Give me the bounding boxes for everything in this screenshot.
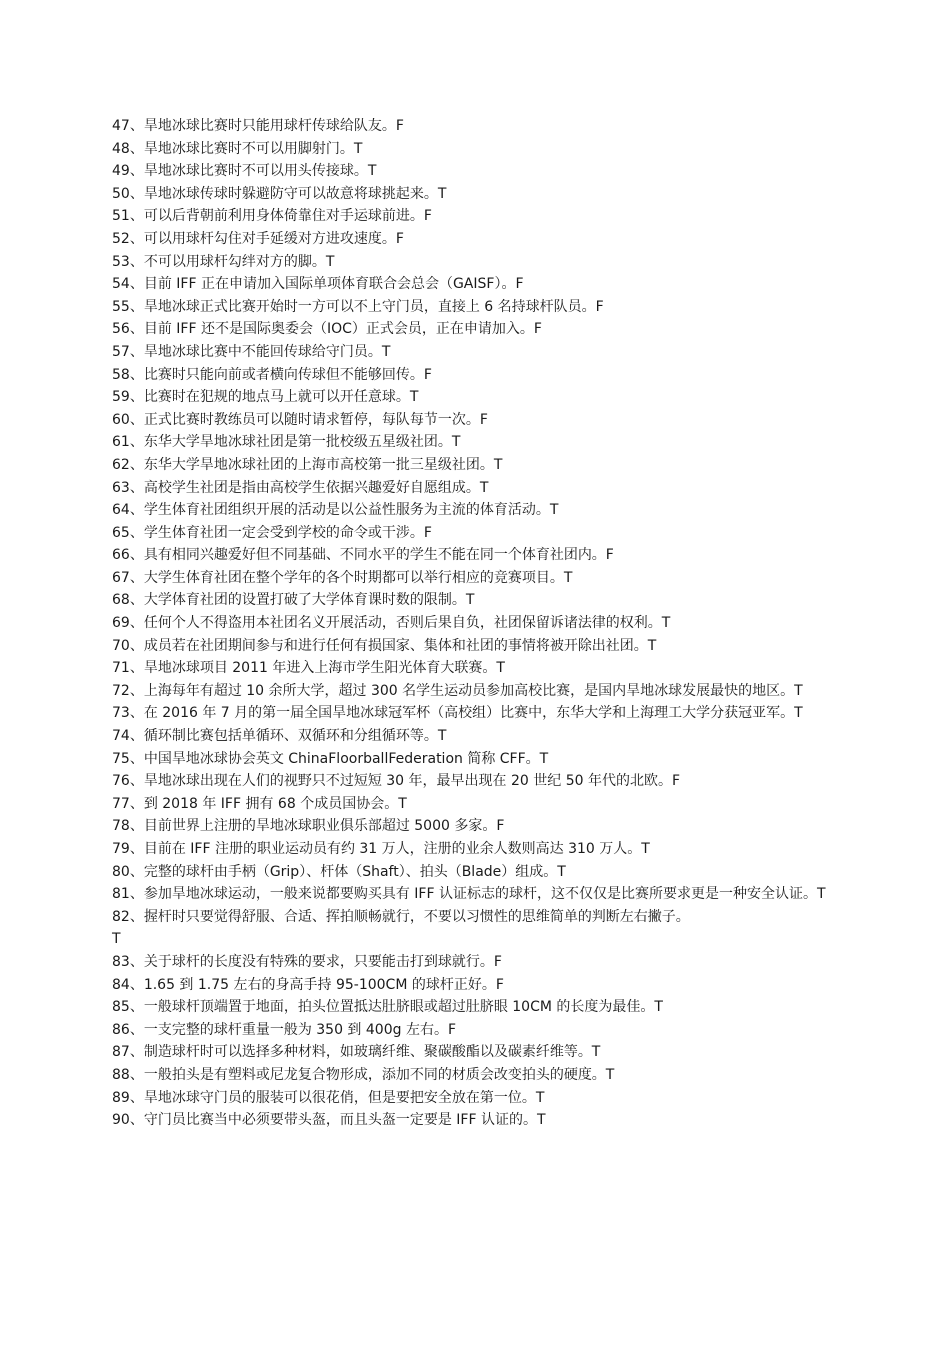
list-item: 70、成员若在社团期间参与和进行任何有损国家、集体和社团的事情将被开除出社团。T	[112, 637, 657, 654]
list-item: 75、中国旱地冰球协会英文 ChinaFloorballFederation 简称 CFF。T	[112, 750, 549, 767]
list-item: 81、参加旱地冰球运动，一般来说都要购买具有 IFF 认证标志的球杆，这不仅仅是比赛所要求更是一种安全认证。T	[112, 886, 826, 903]
list-item: 90、守门员比赛当中必须要带头盔，而且头盔一定要是 IFF 认证的。T	[112, 1112, 546, 1129]
list-item: 83、关于球杆的长度没有特殊的要求，只要能击打到球就行。F	[112, 953, 502, 970]
list-item: 63、高校学生社团是指由高校学生依据兴趣爱好自愿组成。T	[112, 479, 489, 496]
list-item: 89、旱地冰球守门员的服装可以很花俏，但是要把安全放在第一位。T	[112, 1089, 545, 1106]
list-item: 61、东华大学旱地冰球社团是第一批校级五星级社团。T	[112, 434, 461, 451]
list-item: 78、目前世界上注册的旱地冰球职业俱乐部超过 5000 多家。F	[112, 818, 505, 835]
list-item: 59、比赛时在犯规的地点马上就可以开任意球。T	[112, 389, 419, 406]
question-list	[112, 115, 842, 1132]
list-item: 60、正式比赛时教练员可以随时请求暂停，每队每节一次。F	[112, 411, 488, 428]
list-item: 65、学生体育社团一定会受到学校的命令或干涉。F	[112, 524, 432, 541]
list-item: 84、1.65 到 1.75 左右的身高手持 95-100CM 的球杆正好。F	[112, 976, 504, 993]
list-item: 62、东华大学旱地冰球社团的上海市高校第一批三星级社团。T	[112, 456, 503, 473]
list-item: 64、学生体育社团组织开展的活动是以公益性服务为主流的体育活动。T	[112, 502, 559, 519]
list-item: 49、旱地冰球比赛时不可以用头传接球。T	[112, 163, 377, 180]
list-item: 88、一般拍头是有塑料或尼龙复合物形成，添加不同的材质会改变拍头的硬度。T	[112, 1066, 615, 1083]
list-item: 50、旱地冰球传球时躲避防守可以故意将球挑起来。T	[112, 185, 447, 202]
list-item: 74、循环制比赛包括单循环、双循环和分组循环等。T	[112, 728, 447, 745]
list-item: 86、一支完整的球杆重量一般为 350 到 400g 左右。F	[112, 1021, 456, 1038]
list-item: 71、旱地冰球项目 2011 年进入上海市学生阳光体育大联赛。T	[112, 660, 505, 677]
list-item: 48、旱地冰球比赛时不可以用脚射门。T	[112, 140, 363, 157]
list-item: 47、旱地冰球比赛时只能用球杆传球给队友。F	[112, 118, 404, 134]
list-item: 55、旱地冰球正式比赛开始时一方可以不上守门员，直接上 6 名持球杆队员。F	[112, 298, 604, 315]
list-item: 58、比赛时只能向前或者横向传球但不能够回传。F	[112, 366, 432, 383]
list-item: 77、到 2018 年 IFF 拥有 68 个成员国协会。T	[112, 795, 407, 812]
list-item: 72、上海每年有超过 10 余所大学，超过 300 名学生运动员参加高校比赛，是国内旱地冰球发展最快的地区。T	[112, 682, 803, 699]
list-item: 52、可以用球杆勾住对手延缓对方进攻速度。F	[112, 230, 404, 247]
list-item: 85、一般球杆顶端置于地面，拍头位置抵达肚脐眼或超过肚脐眼 10CM 的长度为最佳。T	[112, 999, 663, 1016]
list-item: 68、大学体育社团的设置打破了大学体育课时数的限制。T	[112, 592, 475, 609]
list-item: 82、握杆时只要觉得舒服、合适、挥拍顺畅就行，不要以习惯性的思维简单的判断左右撇子。 T	[112, 908, 690, 948]
list-item: 54、目前 IFF 正在申请加入国际单项体育联合会总会（GAISF）。F	[112, 276, 524, 293]
list-item: 73、在 2016 年 7 月的第一届全国旱地冰球冠军杯（高校组）比赛中，东华大学和上海理工大学分获冠亚军。T	[112, 705, 803, 722]
list-item: 87、制造球杆时可以选择多种材料，如玻璃纤维、聚碳酸酯以及碳素纤维等。T	[112, 1044, 601, 1061]
list-item: 53、不可以用球杆勾绊对方的脚。T	[112, 253, 335, 270]
list-item: 69、任何个人不得盗用本社团名义开展活动，否则后果自负，社团保留诉诸法律的权利。T	[112, 615, 671, 632]
list-item: 67、大学生体育社团在整个学年的各个时期都可以举行相应的竞赛项目。T	[112, 569, 573, 586]
list-item: 80、完整的球杆由手柄（Grip）、杆体（Shaft）、拍头（Blade）组成。T	[112, 863, 566, 880]
list-item: 51、可以后背朝前利用身体倚靠住对手运球前进。F	[112, 208, 432, 225]
list-item: 66、具有相同兴趣爱好但不同基础、不同水平的学生不能在同一个体育社团内。F	[112, 547, 614, 564]
list-item: 56、目前 IFF 还不是国际奥委会（IOC）正式会员，正在申请加入。F	[112, 321, 542, 338]
list-item: 76、旱地冰球出现在人们的视野只不过短短 30 年，最早出现在 20 世纪 50 年代的北欧。F	[112, 773, 681, 790]
list-item: 79、目前在 IFF 注册的职业运动员有约 31 万人，注册的业余人数则高达 310 万人。T	[112, 841, 650, 857]
list-item: 57、旱地冰球比赛中不能回传球给守门员。T	[112, 343, 391, 360]
